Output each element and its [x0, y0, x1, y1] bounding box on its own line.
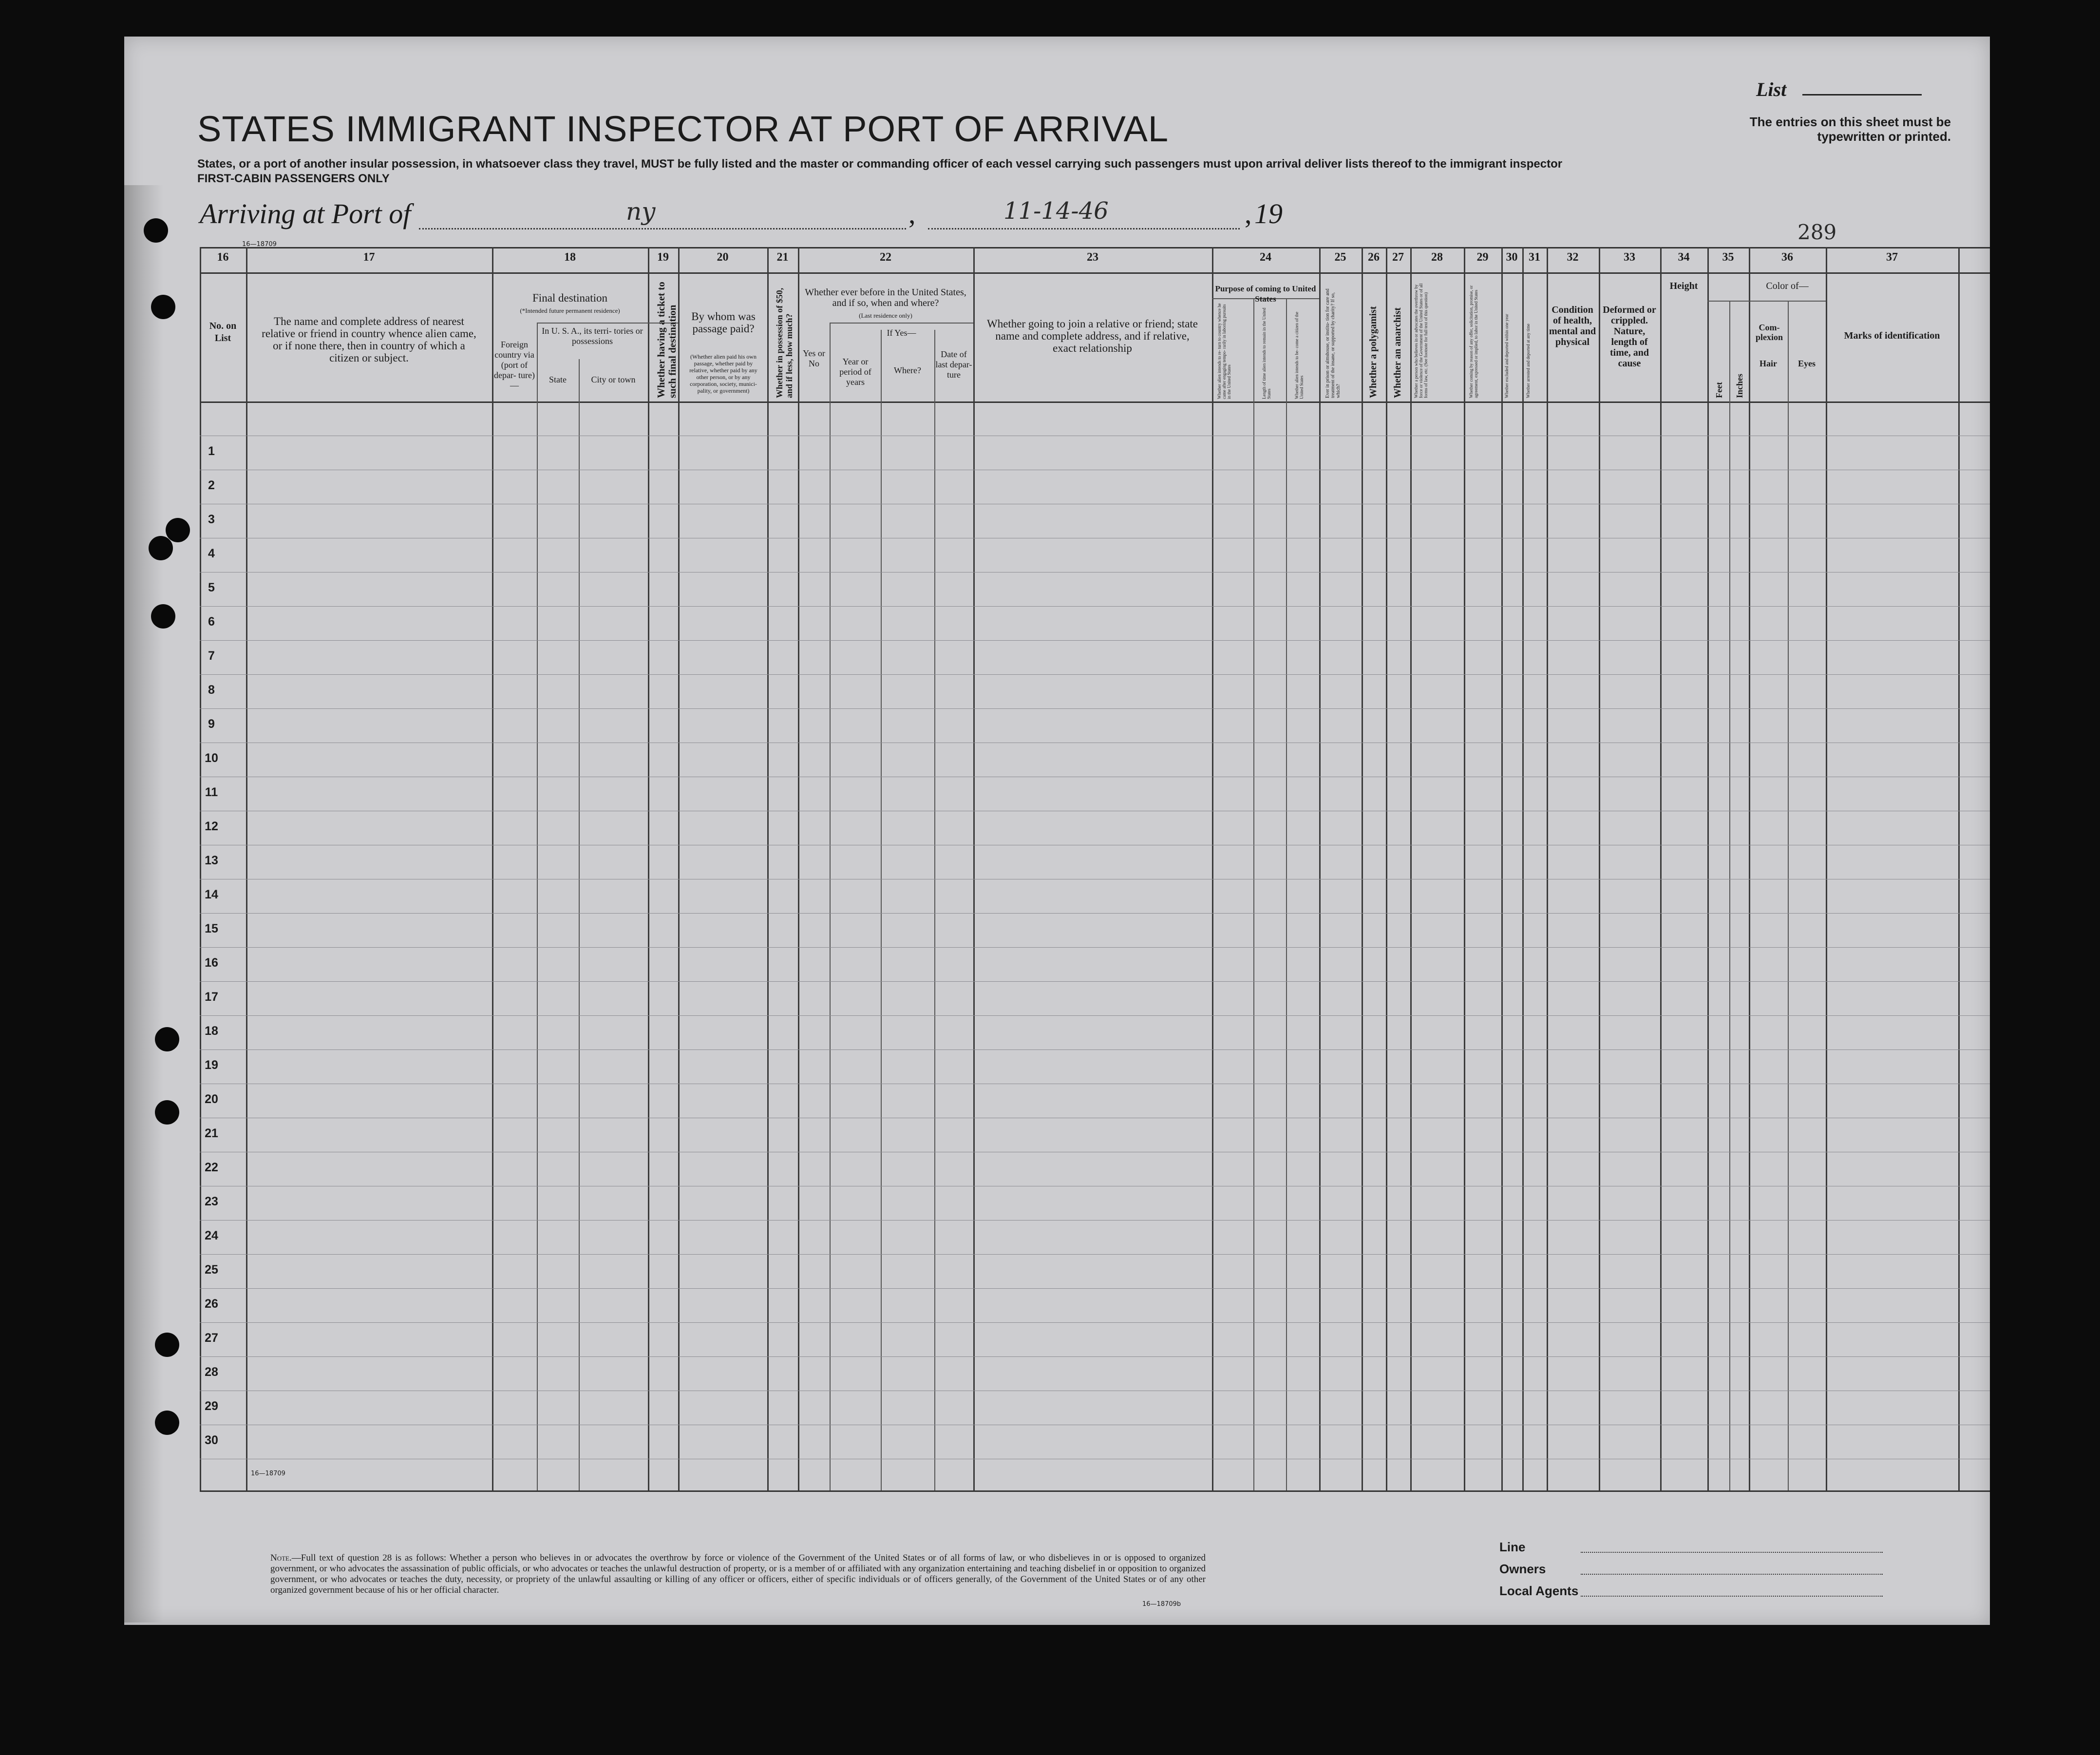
header-relative-address: The name and complete address of nearest relative or friend in country whence alien came, or if none there, then in country of which a citizen or subject. [262, 315, 476, 364]
header-passage-paid: By whom was passage paid? [691, 310, 756, 335]
column-number: 17 [363, 251, 375, 264]
owners-field [1581, 1574, 1883, 1575]
header-city-town: City or town [591, 375, 636, 384]
col-line [973, 247, 975, 1490]
local-agents-field [1581, 1596, 1883, 1597]
row-number: 26 [205, 1297, 218, 1311]
port-value: ny [626, 197, 656, 226]
column-number: 33 [1624, 251, 1635, 264]
column-number: 35 [1722, 251, 1734, 264]
row-number: 17 [205, 990, 218, 1004]
header-feet: Feet [1714, 382, 1724, 398]
row-line [200, 606, 1990, 607]
row-number: 7 [208, 649, 215, 663]
worn-edge [124, 185, 163, 1622]
col-line [1749, 247, 1750, 1490]
row-line [200, 708, 1990, 709]
col-line [1522, 247, 1524, 1490]
binder-hole [151, 295, 175, 319]
header-foreign-country: Foreign country via (port of depar- ture)— [493, 340, 535, 390]
row-number: 18 [205, 1024, 218, 1038]
column-number: 21 [776, 251, 789, 264]
row-number: 30 [205, 1433, 218, 1447]
header-last-residence: (Last residence only) [859, 312, 912, 319]
binder-hole [155, 1100, 179, 1125]
sub-col-line [1788, 301, 1789, 1490]
typewritten-notice: The entries on this sheet must be typewritten or printed. [1749, 114, 1951, 144]
note-text: —Full text of question 28 is as follows: Whether a person who believes in or advocates the overthrow by force or violence of the Government of the United States or of all forms of law, or who disbelieves in or is opposed to organized government, or who advocates the assassination of public officials, or who advocates or teaches the unlawful destruction of property, or is a member of or affiliated with any organization entertaining and teaching disbelief in or opposition to organized government, or who advocates or teaches the duty, necessity, or propriety of the unlawful assaulting or killing of any officer or officers, either of specific individuals or of officers generally, of the Government of the United States or of any other organized government because of his or her official character. [270, 1553, 1206, 1595]
header-bottom-border [200, 401, 1990, 403]
col-line [798, 247, 799, 1490]
table-top-border [200, 247, 1990, 248]
manifest-table [200, 247, 1990, 1490]
header-complexion: Com- plexion [1755, 323, 1783, 342]
sub-row-line [1707, 301, 1749, 302]
row-number: 6 [208, 615, 215, 629]
row-line [200, 1322, 1990, 1323]
column-number: 25 [1334, 251, 1346, 264]
column-number: 23 [1087, 251, 1098, 264]
header-join-relative: Whether going to join a relative or friend; state name and complete address, and if relative, exact relationship [986, 318, 1198, 354]
row-number: 11 [205, 785, 218, 799]
header-deformed: Deformed or crippled. Nature, length of time, and cause [1603, 305, 1656, 369]
sub-col-line [1729, 301, 1730, 1490]
row-number: 5 [208, 581, 215, 594]
sheet-number: 289 [1797, 220, 1837, 244]
arriving-label: Arriving at Port of [200, 198, 411, 229]
header-where: Where? [894, 365, 921, 375]
row-number: 14 [205, 888, 218, 901]
header-date-departure: Date of last depar- ture [935, 349, 972, 380]
header-color-of: Color of— [1766, 281, 1809, 291]
col-line [1547, 247, 1548, 1490]
sub-col-line [1253, 298, 1254, 1490]
row-line [200, 1015, 1990, 1016]
header-if-yes: If Yes— [887, 328, 916, 338]
binder-hole [155, 1411, 179, 1435]
header-health: Condition of health, mental and physical [1549, 305, 1596, 347]
header-hair: Hair [1759, 359, 1777, 368]
list-label: List [1756, 78, 1787, 100]
column-number: 31 [1529, 251, 1540, 264]
row-number: 13 [205, 854, 218, 867]
header-inches: Inches [1735, 373, 1744, 398]
column-number: 32 [1567, 251, 1579, 264]
column-number: 36 [1781, 251, 1793, 264]
row-line [200, 1254, 1990, 1255]
comma: , [1245, 198, 1252, 229]
header-yes-no: Yes or No [803, 348, 825, 368]
row-line [200, 674, 1990, 675]
date-line [928, 228, 1240, 229]
sub-col-line [830, 323, 831, 1490]
header-passage-note: (Whether alien paid his own passage, whether paid by relative, whether paid by any other person, or by any corporation, society, munici- pality, or government) [689, 353, 757, 394]
col-line [1501, 247, 1503, 1490]
row-number: 22 [205, 1161, 218, 1174]
row-line [200, 1288, 1990, 1289]
col-line [1386, 247, 1387, 1490]
col-line [1826, 247, 1827, 1490]
header-anarchist: Whether an anarchist [1392, 307, 1403, 398]
local-agents-label: Local Agents [1499, 1583, 1579, 1598]
row-number: 2 [208, 478, 215, 492]
header-polygamist: Whether a polygamist [1368, 306, 1379, 398]
sub-col-line [579, 359, 580, 1490]
row-line [200, 640, 1990, 641]
header-return-intent: Whether alien intends to re- turn to country whence he came after engaging tempo- rarily in laboring pursuits in the United States [1217, 303, 1231, 399]
col-line [1958, 247, 1960, 1490]
binder-hole [149, 536, 173, 560]
row-number: 19 [205, 1058, 218, 1072]
binder-hole [166, 518, 190, 542]
header-in-usa: In U. S. A., its terri- tories or possessions [542, 326, 643, 346]
col-line [1599, 247, 1600, 1490]
sub-row-line [830, 323, 973, 324]
binder-hole [155, 1333, 179, 1357]
header-fifty-dollars: Whether in possession of $50, and if less, how much? [775, 287, 794, 398]
row-number: 20 [205, 1092, 218, 1106]
header-ticket: Whether having a ticket to such final destination [655, 282, 678, 398]
row-line [200, 913, 1990, 914]
col-line [1410, 247, 1412, 1490]
binder-hole [151, 604, 175, 629]
header-citizen-intent: Whether alien intends to be- come a citizen of the United States [1294, 311, 1304, 399]
col-line [246, 247, 247, 1490]
header-year-period: Year or period of years [839, 357, 871, 387]
col-line [1319, 247, 1321, 1490]
line-field [1581, 1552, 1883, 1553]
row-line [200, 981, 1990, 982]
column-number: 34 [1678, 251, 1690, 264]
col-line [1707, 247, 1709, 1490]
header-ever-before: Whether ever before in the United States, and if so, when and where? [805, 287, 966, 308]
col-line [492, 247, 493, 1490]
header-final-destination: Final destination [532, 292, 607, 304]
row-number: 15 [205, 922, 218, 935]
column-number: 29 [1476, 251, 1489, 264]
row-number: 10 [205, 751, 218, 765]
column-number: 37 [1886, 251, 1898, 264]
column-number: 22 [880, 251, 891, 264]
column-number: 18 [564, 251, 576, 264]
form-number: 16—18709 [242, 241, 277, 248]
row-number: 9 [208, 717, 215, 731]
col-line [678, 247, 680, 1490]
date-value: 11-14-46 [1003, 197, 1109, 225]
row-number: 12 [205, 820, 218, 833]
table-form-number: 16—18709 [251, 1470, 285, 1477]
header-final-destination-note: (*Intended future permanent residence) [520, 307, 620, 314]
footnote-form-number: 16—18709b [1142, 1601, 1181, 1608]
row-number: 21 [205, 1126, 218, 1140]
row-number: 8 [208, 683, 215, 697]
instructions-text: States, or a port of another insular possession, in whatsoever class they travel, MUST be fully listed and the master or commanding officer of each vessel carrying such passengers must upon arrival deliver lists thereof to the immigrant inspector [197, 157, 1563, 171]
col-line [767, 247, 769, 1490]
row-number: 28 [205, 1365, 218, 1379]
binder-hole [144, 218, 168, 243]
col-line [648, 247, 649, 1490]
header-labor-offer: Whether coming by reason of any offer, solicitation, promise, or agreement, expressed or implied, to labor in the United States [1469, 285, 1478, 398]
col-line [1362, 247, 1363, 1490]
row-line [200, 1356, 1990, 1357]
header-overthrow: Whether a person who believes in or advocates the overthrow by force or violence of the Government of the United States or of all forms of law, etc. (See footnote for full text of this question) [1414, 283, 1428, 398]
column-number: 28 [1431, 251, 1443, 264]
owners-label: Owners [1499, 1562, 1546, 1576]
list-number-line [1802, 94, 1922, 95]
header-purpose: Purpose of coming to United States [1215, 284, 1316, 304]
header-eyes: Eyes [1798, 359, 1816, 368]
row-line [200, 1220, 1990, 1221]
col-line [1212, 247, 1213, 1490]
header-length-of-stay: Length of time alien intends to remain in the United States [1262, 307, 1271, 399]
row-number: 16 [205, 956, 218, 970]
note-lead: Note. [270, 1553, 292, 1563]
row-number: 27 [205, 1331, 218, 1345]
row-number: 3 [208, 513, 215, 526]
header-marks: Marks of identification [1844, 330, 1940, 341]
footnote [270, 1553, 1206, 1596]
cabin-class: FIRST-CABIN PASSENGERS ONLY [197, 172, 390, 185]
sub-row-line [1749, 301, 1826, 302]
sub-col-line [537, 323, 538, 1490]
row-number: 1 [208, 444, 215, 458]
column-number: 30 [1506, 251, 1518, 264]
year-prefix: 19 [1254, 198, 1283, 229]
table-bottom-border [200, 1490, 1990, 1492]
row-number: 24 [205, 1229, 218, 1242]
line-label: Line [1499, 1540, 1526, 1554]
row-line [200, 1049, 1990, 1050]
column-number: 19 [657, 251, 669, 264]
column-number: 24 [1260, 251, 1271, 264]
header-list-number: No. on List [209, 321, 237, 343]
row-number: 29 [205, 1399, 218, 1413]
header-excluded: Whether excluded and deported within one year [1504, 314, 1509, 398]
column-number: 26 [1368, 251, 1380, 264]
sub-col-line [1286, 298, 1287, 1490]
column-number: 27 [1392, 251, 1404, 264]
column-number: 20 [717, 251, 729, 264]
page-title: STATES IMMIGRANT INSPECTOR AT PORT OF ARRIVAL [197, 109, 1169, 149]
comma: , [908, 198, 916, 229]
binder-hole [155, 1027, 179, 1051]
header-prison: Ever in prison or almshouse, or institu- tion for care and treatment of the insane, or supported by charity? If so, which? [1325, 288, 1341, 398]
col-line [1464, 247, 1465, 1490]
port-line [419, 228, 906, 229]
column-number-border [200, 272, 1990, 274]
row-line [200, 947, 1990, 948]
column-number: 16 [217, 251, 229, 264]
row-number: 4 [208, 547, 215, 560]
row-number: 23 [205, 1195, 218, 1208]
row-number: 25 [205, 1263, 218, 1277]
header-state: State [549, 375, 567, 384]
col-line [1660, 247, 1662, 1490]
header-height: Height [1669, 281, 1698, 291]
header-arrested: Whether arrested and deported at any time [1526, 324, 1531, 398]
